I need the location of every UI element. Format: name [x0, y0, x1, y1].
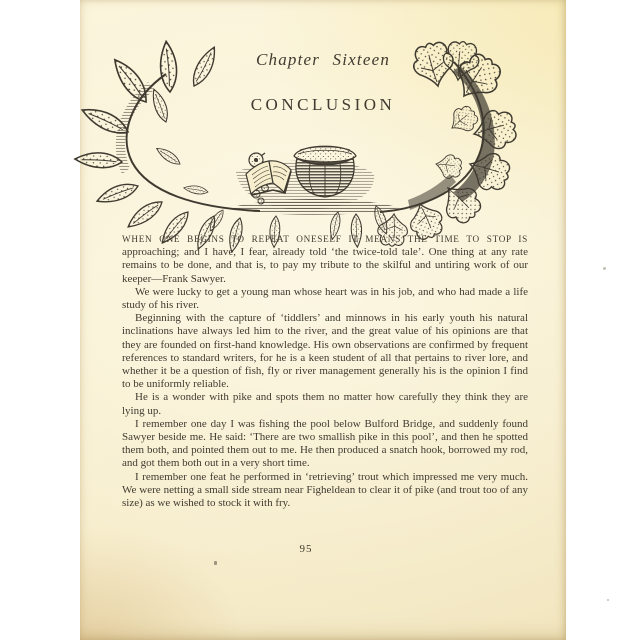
opening-rest: approaching; and I have, I fear, already told ‘the twice-told tale’. One thing at any rate remains to be done, and that is, to pay my tribute to the skilful and untiring work of our keeper—Frank Sawyer.	[122, 246, 528, 285]
paragraph: He is a wonder with pike and spots them no matter how carefully they think they are lying up.	[122, 391, 528, 417]
chapter-heading: Chapter Sixteen	[255, 50, 391, 69]
paragraph: We were lucky to get a young man whose heart was in his job, and who had made a life study of his river.	[122, 285, 528, 312]
paragraph: I remember one feat he performed in ‘retrieving’ trout which impressed me very much. We were netting a small side stream near Figheldean to clear it of pike (and trout too of any size) as we wished to stock it with fry.	[122, 470, 528, 510]
ink-smudge	[214, 561, 217, 565]
page-number: 95	[299, 543, 313, 555]
paragraph: I remember one day I was fishing the pool below Bulford Bridge, and suddenly found Sawyer beside me. He said: ‘There are two smallish pike in this pool’, and then he spotted them both, and pointed them out to me. He then produced a snatch hook, borrowed my rod, and got them both out in a very short time.	[122, 417, 528, 470]
page	[80, 0, 566, 640]
paragraph-opening	[122, 233, 528, 286]
chapter-title: CONCLUSION	[250, 95, 396, 114]
laurel-branch	[75, 41, 269, 254]
body-text	[122, 233, 528, 510]
paper-speck	[603, 267, 606, 270]
paper-speck	[607, 599, 609, 601]
opening-small-caps-line: WHEN ONE BEGINS TO REPEAT ONESELF IT MEANS THE TIME TO STOP IS	[122, 234, 528, 244]
paragraph: Beginning with the capture of ‘tiddlers’ and minnows in his early youth his natural inclinations have always led him to the river, and the great value of his opinions are that they are founded on first-hand knowledge. His own observations are confirmed by frequent references to standard writers, for he is a keen student of all that pertains to river lore, and whether it be a question of fish, fly or river management generally his is the opinion I find to be uniformly reliable.	[122, 312, 528, 391]
